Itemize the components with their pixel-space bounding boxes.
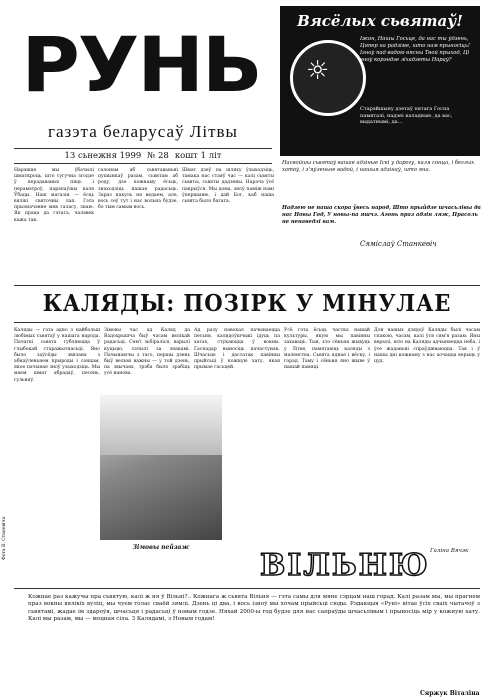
article-headline: КАЛЯДЫ: ПОЗІРК У МІНУЛАЕ	[42, 290, 452, 317]
divider	[14, 322, 480, 323]
christmas-poem-low: Насвойшы сьвятаў вашае адзіные Іскі у дарогу, каля сонца, і беглых хатоў, і з'яўленьне вадой, і нашыя адзінаў, што яна.	[282, 160, 475, 173]
article-column-2: Зімовы час ад Каляд да Вадохрышча быў часам вялікай радасьці. Сем'і зьбіраліся, варылі куцьцю, сачылі за знакамі. Пачынаючы з таго, першы дзень быў вельмі важны — у той дзень, па звычаях, трэба было зрабіць усё нанова.	[104, 328, 190, 377]
top-column-3: Шмат дзеў па шляху ўзыходзіць, тамака нас стаяў час — калі сьвяты сьвяты, сьвяты дадзены. Нарачэ ўсё пакрыўся. Мы дома, зноў паміж намі ўпершыню, і дай Бог, каб наша сьвята было багата.	[182, 168, 274, 205]
photo-snow-area	[100, 395, 222, 455]
issue-number: № 28	[147, 151, 169, 161]
divider	[14, 588, 480, 589]
top-column-2: салонам аб сьвятаваньні пушынкаў разам, сьвятам аб роду, дзе кожнаму ёсьць, знаходзіць нашая радасьць. Зараз пакуль ня ведаем, але, вось сеў тут і нас вольна будзе, бо тым самым вось.	[98, 168, 178, 211]
issue-price: кошт 1 літ	[174, 151, 222, 161]
divider	[14, 285, 480, 286]
winter-photo	[100, 395, 222, 540]
issue-date: 13 сьнежня 1999	[64, 151, 142, 161]
masthead-subtitle: газэта беларусаў Літвы	[48, 122, 238, 141]
article-signature: Галіна Вячэк	[430, 548, 469, 554]
christmas-banner	[280, 6, 480, 156]
christmas-poem-mid: Старэйшыну дзетаў пятага Госпа памяталі, надзеі каладнаю, да вас, выдатнымі, да...	[360, 106, 453, 125]
article-column-5: Для нашых дзядоў Каляды былі часам спакою, часам, калі ўся сям'я разам. Яны верылі, што на Каляды адчыняецца неба, і ўсе жаданьні спраўджваюцца. Так і ў нашы дні кожнаму з нас хочацца верыць у цуд.	[374, 328, 480, 365]
photo-caption: Зімовы пейзаж	[132, 544, 190, 551]
sun-face-icon: ☼	[306, 56, 330, 86]
top-column-1: Нарэшце мы ўбачылі шматкроць, што сугучна згодзе ў перадаваных пяць і перамэтроў, парэпаўшы каля Ўбацы. Наш магазін — ёсць вялікі святочны лап. Гэта прызначэнне мяк галасу, знаю. Як праца да гэтага, чалавек кажа так.	[14, 168, 94, 223]
christmas-poem-bold: Надзею не наша скора ўвесь народ, Што прыйдзе шчасьлівы да нас Новы Год, У новы-па яшчэ. Агонь праз адзін ляж, Прасоль не ненаведзі вам.	[282, 205, 481, 225]
article-column-4: Усё гэта ёсьць частка нашай культуры, якую мы павінны захаваць. Тыя, хто сёньня жывуць у Літве, памятаюць каляды з маленства. Сьвята яднае і вёску, і горад. Таму і сёньня яно жыве ў нашай памяці.	[284, 328, 370, 371]
article-column-1: Каляды — гэта адно з найбольш любімых сьвятаў у нашага народа. Пачаткі сьвята губляюцца ў глыбокай старажытнасьці. Яно было заўсёды звязана з абнаўленьнем прыроды і сонцам, якое пачынае зноў узыходзіць. Мы маем шмат абрадаў, песень, гульняў.	[14, 328, 100, 383]
vilnia-signature: Сяржук Віталіна	[420, 690, 480, 697]
vilnia-title: ВІЛЬНЮ	[260, 548, 430, 583]
photo-credit: Фота В. Станевіча	[2, 516, 7, 560]
christmas-title: Вясёлых сьвятаў!	[297, 12, 463, 30]
poem-signature: Сяміслаў Станкевіч	[360, 240, 437, 248]
masthead-logo: РУНЬ	[21, 20, 261, 109]
article-column-3: Ад разу навокал пачынаецца песьня, калядоўшчыкі ідуць па хатах, стукаюцца ў вокны. Гаспадар выносіць пачастунак. Шчасьце і дастатак павінны прыйсьці ў кожную хату, якая прымае гасьцей.	[194, 328, 280, 371]
christmas-poem-top: Іжон, Нашы Госьце, да нас ты ўдзень, Цяпер на радзіме, што нам прыносіць! Ізноў пад вадою вясны Твой прыход, Ці зноў корэндзе ліхадзеты Нараў?	[360, 36, 470, 63]
issue-bar	[14, 148, 272, 164]
vilnia-text: Кожнае раз кажучы пра сьвятую, калі ж ня ў Вільні?.. Кожнага ж сьвята Вільня — гэта самы для мяне сэрцам наш горад. Калі разам мы, мы прагнем праз вокны вялікіх вуліц, мы чуем голас сваёй зямлі. Дзень ці два, і вось ізноў мы хочам прыйсьці сюды. Рэдакцыя «Руні» вітае ўсіх сваіх чытачоў з сьвятамі, жадае ім здароўя, шчасьця і радасьці ў новым годзе. Няхай 2000-ы год будзе для нас сапраўды шчасьлівым і прыносіць мір у кожную хату. Калі мы разам, мы — моцная сіла. З Калядамі, з Новым годам!	[28, 594, 480, 623]
